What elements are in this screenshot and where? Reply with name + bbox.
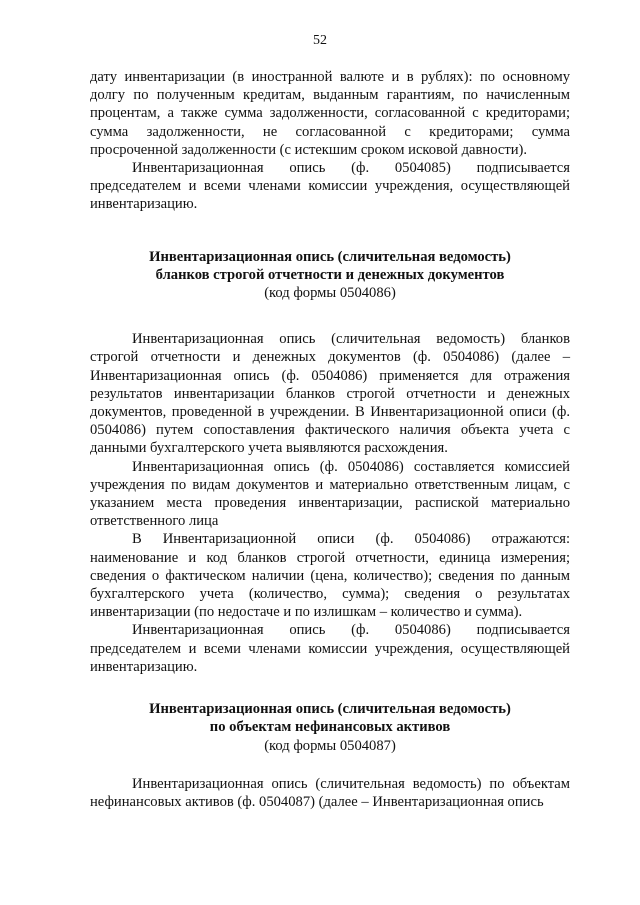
paragraph: Инвентаризационная опись (ф. 0504086) составляется комиссией учреждения по видам документов и материально ответственным лицам, с указанием места проведения инвентаризации, распиской материально ответственного лица	[90, 458, 570, 530]
page-number: 52	[313, 33, 327, 48]
section-heading-0504086	[90, 248, 570, 303]
paragraph: Инвентаризационная опись (ф. 0504086) подписывается председателем и всеми членами комиссии учреждения, осуществляющей инвентаризацию.	[90, 622, 570, 675]
section-heading-0504087	[90, 700, 570, 755]
form-code: (код формы 0504087)	[264, 737, 396, 754]
section-title-line: по объектам нефинансовых активов	[209, 719, 451, 736]
paragraph: В Инвентаризационной описи (ф. 0504086) отражаются: наименование и код бланков строгой отчетности, единица измерения; сведения о фактическом наличии (цена, количество); сведения по данным бухгалтерского учета (количество, сумма); сведения о результатах инвентаризации (по недостаче и по излишкам – количество и сумма).	[90, 531, 570, 621]
paragraph: дату инвентаризации (в иностранной валюте и в рублях): по основному долгу по полученным кредитам, выданным гарантиям, по начисленным процентам, а также сумма задолженности, согласованной с кредиторами; сумма задолженности, не согласованной с кредиторами; сумма просроченной задолженности (с истекшим сроком исковой давности).	[90, 69, 570, 158]
section-title-line: бланков строгой отчетности и денежных документов	[155, 266, 505, 283]
page-body	[90, 68, 570, 811]
paragraph: Инвентаризационная опись (сличительная ведомость) по объектам нефинансовых активов (ф. 0504087) (далее – Инвентаризационная опись	[90, 775, 570, 810]
paragraph: Инвентаризационная опись (ф. 0504085) подписывается председателем и всеми членами комиссии учреждения, осуществляющей инвентаризацию.	[90, 160, 570, 213]
section-title-line: Инвентаризационная опись (сличительная ведомость)	[149, 248, 511, 265]
paragraph: Инвентаризационная опись (сличительная ведомость) бланков строгой отчетности и денежных документов (ф. 0504086) (далее – Инвентаризационная опись (ф. 0504086) применяется для отражения результатов инвентаризации бланков строгой отчетности и денежных документов, проведенной в учреждении. В Инвентаризационной описи (ф. 0504086) путем сопоставления фактического наличия объекта учета с данными бухгалтерского учета выявляются расхождения.	[90, 331, 570, 457]
section-title-line: Инвентаризационная опись (сличительная ведомость)	[149, 701, 511, 718]
form-code: (код формы 0504086)	[264, 285, 396, 302]
